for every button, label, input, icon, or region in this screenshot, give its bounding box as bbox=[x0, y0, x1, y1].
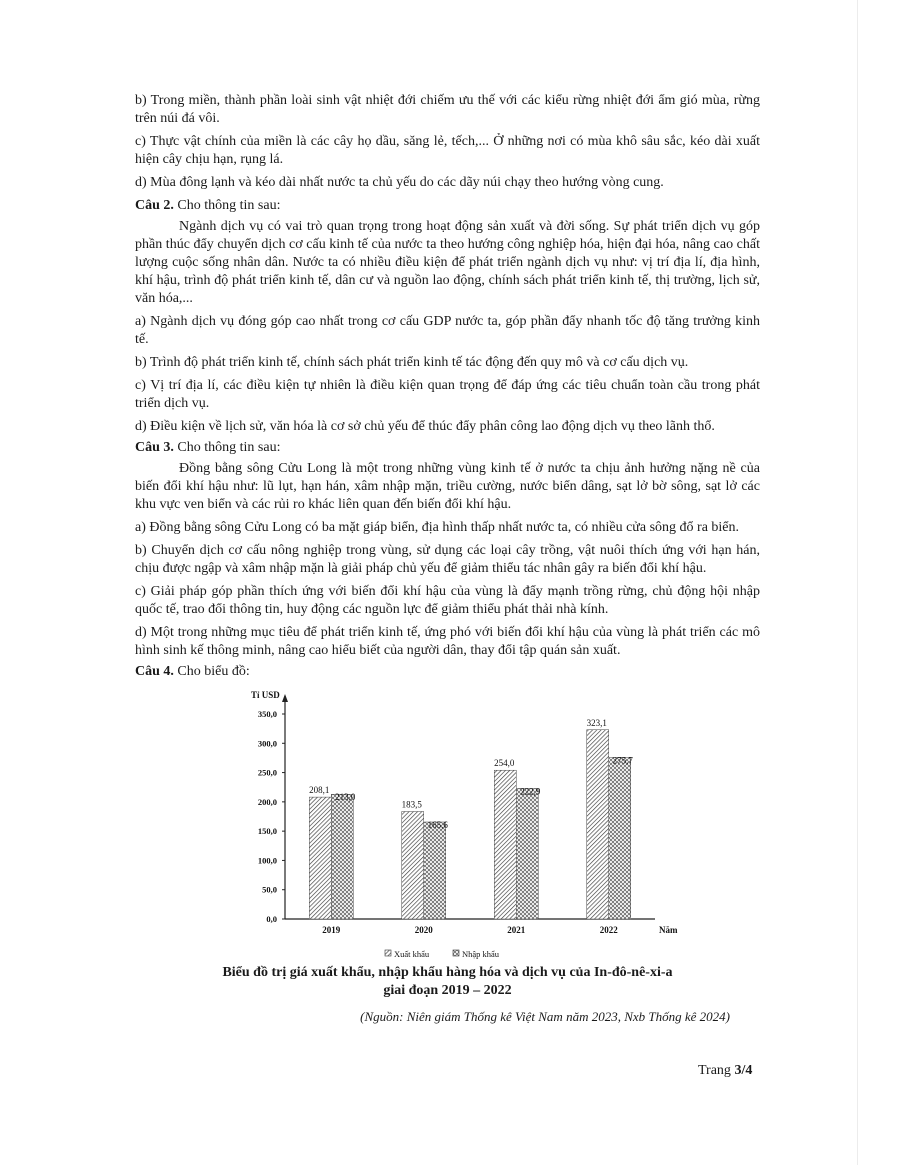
y-tick-label: 100,0 bbox=[257, 855, 277, 866]
q4-label: Câu 4. bbox=[135, 664, 174, 679]
q2-option-b: b) Trình độ phát triển kinh tế, chính sách phát triển kinh tế tác động đến quy mô và cơ cấu dịch vụ. bbox=[135, 355, 689, 370]
q2-prompt: Cho thông tin sau: bbox=[177, 198, 281, 213]
q1-option-b: b) Trong miền, thành phần loài sinh vật nhiệt đới chiếm ưu thế với các kiểu rừng nhiệt đới ẩm gió mùa, rừng trên núi đá vôi. bbox=[135, 93, 760, 126]
q2-option-d: d) Điều kiện về lịch sử, văn hóa là cơ sở chủ yếu để thúc đẩy phân công lao động dịch vụ theo lãnh thổ. bbox=[135, 419, 715, 434]
y-tick-label: 0,0 bbox=[266, 914, 277, 924]
x-tick-label: 2019 bbox=[322, 925, 341, 935]
legend-swatch-export bbox=[385, 950, 391, 956]
chart-title-line-1: Biểu đồ trị giá xuất khẩu, nhập khẩu hàng hóa và dịch vụ của In-đô-nê-xi-a bbox=[222, 965, 673, 980]
q2-option-c: c) Vị trí địa lí, các điều kiện tự nhiên là điều kiện quan trọng để đáp ứng các tiêu chuẩn toàn cầu trong phát triển dịch vụ. bbox=[135, 378, 760, 411]
legend-label-export: Xuất khẩu bbox=[394, 949, 430, 959]
legend-swatch-import bbox=[453, 950, 459, 956]
y-tick-label: 350,0 bbox=[257, 709, 277, 719]
y-tick-label: 250,0 bbox=[257, 767, 277, 778]
export-bar bbox=[494, 770, 516, 919]
page-number-prefix: Trang bbox=[698, 1063, 731, 1078]
import-data-label: 222,9 bbox=[520, 786, 541, 797]
page-edge-line bbox=[857, 0, 858, 1165]
import-bar bbox=[424, 822, 446, 919]
bar-chart bbox=[235, 684, 678, 962]
document-page bbox=[135, 92, 760, 1026]
x-tick-label: 2022 bbox=[599, 925, 618, 935]
import-bar bbox=[516, 788, 538, 919]
y-tick-label: 150,0 bbox=[257, 826, 277, 837]
export-data-label: 323,1 bbox=[586, 717, 607, 728]
y-axis-arrow bbox=[282, 694, 288, 702]
q3-label: Câu 3. bbox=[135, 440, 174, 455]
import-data-label: 165,6 bbox=[427, 820, 448, 831]
q2-passage: Ngành dịch vụ có vai trò quan trọng trong hoạt động sản xuất và đời sống. Sự phát triển dịch vụ góp phần thúc đẩy chuyển dịch cơ cấu kinh tế của nước ta theo hướng công nghiệp hóa, hiện đại hóa, nâng cao chất lượng cuộc sống nhân dân. Nước ta có nhiều điều kiện để phát triển ngành dịch vụ như: vị trí địa lí, địa hình, khí hậu, trình độ phát triển kinh tế, dân cư và nguồn lao động, chính sách phát triển kinh tế, thị trường, lịch sử, văn hóa,... bbox=[135, 219, 760, 306]
export-bar bbox=[309, 797, 331, 919]
export-data-label: 183,5 bbox=[401, 799, 422, 810]
q2-option-a: a) Ngành dịch vụ đóng góp cao nhất trong cơ cấu GDP nước ta, góp phần đẩy nhanh tốc độ tăng trưởng kinh tế. bbox=[135, 314, 760, 347]
question-1-options bbox=[135, 92, 760, 192]
q2-label: Câu 2. bbox=[135, 198, 174, 213]
y-tick-label: 300,0 bbox=[257, 738, 277, 749]
page-number-value: 3/4 bbox=[734, 1063, 753, 1078]
question-4 bbox=[135, 663, 760, 1026]
q3-option-b: b) Chuyển dịch cơ cấu nông nghiệp trong vùng, sử dụng các loại cây trồng, vật nuôi thích ứng với hạn hán, chịu được ngập và xâm nhập mặn là giải pháp chủ yếu để giảm thiểu tác nhân gây ra biến đổi khí hậu. bbox=[135, 543, 760, 576]
q2-heading bbox=[135, 197, 760, 215]
q4-prompt: Cho biểu đồ: bbox=[177, 664, 250, 679]
q3-option-d: d) Một trong những mục tiêu để phát triển kinh tế, ứng phó với biến đổi khí hậu của vùng là phát triển các mô hình sinh kế thông minh, nâng cao hiểu biết của người dân, thay đổi tập quán sản xuất. bbox=[135, 625, 760, 658]
import-data-label: 275,7 bbox=[612, 755, 633, 766]
import-bar bbox=[609, 758, 631, 919]
export-data-label: 254,0 bbox=[494, 758, 515, 769]
x-tick-label: 2021 bbox=[507, 925, 526, 935]
q3-prompt: Cho thông tin sau: bbox=[177, 440, 281, 455]
q1-option-d: d) Mùa đông lạnh và kéo dài nhất nước ta chủ yếu do các dãy núi chạy theo hướng vòng cung. bbox=[135, 175, 664, 190]
export-data-label: 208,1 bbox=[309, 785, 330, 796]
q4-heading bbox=[135, 663, 760, 681]
import-bar bbox=[331, 794, 353, 919]
source-note: (Nguồn: Niên giám Thống kê Việt Nam năm 2023, Nxb Thống kê 2024) bbox=[360, 1009, 730, 1024]
y-tick-label: 200,0 bbox=[257, 796, 277, 807]
y-tick-label: 50,0 bbox=[262, 884, 277, 895]
chart-container bbox=[135, 684, 760, 964]
question-3 bbox=[135, 439, 760, 660]
q3-option-a: a) Đồng bằng sông Cửu Long có ba mặt giáp biển, địa hình thấp nhất nước ta, có nhiều cửa sông đổ ra biển. bbox=[135, 520, 740, 535]
import-data-label: 213,0 bbox=[335, 792, 356, 803]
export-bar bbox=[587, 730, 609, 919]
question-2 bbox=[135, 197, 760, 436]
chart-title-line-2: giai đoạn 2019 – 2022 bbox=[383, 983, 512, 998]
x-tick-label: 2020 bbox=[414, 925, 433, 935]
q1-option-c: c) Thực vật chính của miền là các cây họ dầu, săng lẻ, tếch,... Ở những nơi có mùa khô sâu sắc, kéo dài xuất hiện cây chịu hạn, rụng lá. bbox=[135, 134, 760, 167]
export-bar bbox=[402, 812, 424, 919]
q3-heading bbox=[135, 439, 760, 457]
q3-option-c: c) Giải pháp góp phần thích ứng với biến đổi khí hậu của vùng là đẩy mạnh trồng rừng, chủ động hội nhập quốc tế, trao đổi thông tin, huy động các nguồn lực để giảm thiểu phát thải nhà kính. bbox=[135, 584, 760, 617]
q3-passage: Đồng bằng sông Cửu Long là một trong những vùng kinh tế ở nước ta chịu ảnh hưởng nặng nề của biến đổi khí hậu như: lũ lụt, hạn hán, xâm nhập mặn, triều cường, nước biển dâng, sạt lở bờ sông, sạt lở các khu vực ven biển và các rủi ro khác liên quan đến biến đổi khí hậu. bbox=[135, 461, 760, 512]
page-number bbox=[698, 1063, 752, 1079]
y-unit-label: Tỉ USD bbox=[251, 690, 280, 700]
x-unit-label: Năm bbox=[659, 925, 678, 935]
legend-label-import: Nhập khẩu bbox=[462, 949, 500, 959]
